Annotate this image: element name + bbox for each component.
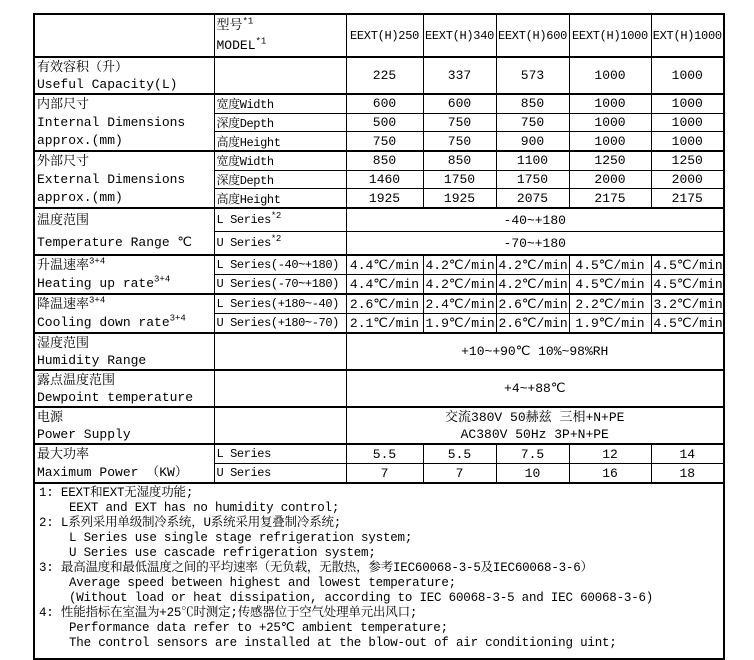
model-column-header: EEXT(H)250 bbox=[346, 14, 423, 57]
footnote-marker: 3+4 bbox=[169, 313, 186, 324]
sub-label-cell: 深度Depth bbox=[214, 113, 346, 132]
value-cell: 4.4℃/min bbox=[346, 255, 423, 275]
value-cell: 5.5 bbox=[423, 444, 496, 464]
sub-label-cell: 高度Height bbox=[214, 189, 346, 208]
heating-label-cn bbox=[37, 257, 212, 275]
series-label-cell: U Series(+180~-70) bbox=[214, 314, 346, 334]
value-cell: 1750 bbox=[423, 170, 496, 189]
value-cell: 4.2℃/min bbox=[496, 275, 569, 295]
series-label: U Series bbox=[216, 236, 271, 250]
temp-range-label-cell bbox=[34, 208, 214, 255]
row-dewpoint bbox=[34, 370, 724, 407]
value-cell: 1000 bbox=[651, 113, 724, 132]
row-heating-l bbox=[34, 255, 724, 275]
internal-label-note: approx.(mm) bbox=[37, 133, 123, 148]
humidity-label-cell bbox=[34, 333, 214, 370]
footnote-marker: 3+4 bbox=[89, 295, 106, 306]
value-cell: 4.2℃/min bbox=[496, 255, 569, 275]
capacity-label-en: Useful Capacity(L) bbox=[37, 77, 178, 92]
dewpoint-label-en: Dewpoint temperature bbox=[37, 390, 194, 405]
value-cell: 850 bbox=[423, 151, 496, 170]
cooling-label-en bbox=[37, 314, 212, 332]
model-column-header: EEXT(H)340 bbox=[423, 14, 496, 57]
value-cell: 1000 bbox=[569, 57, 651, 94]
value-cell: 750 bbox=[423, 132, 496, 151]
value-cell: 7 bbox=[346, 464, 423, 484]
footnote-line: U Series use cascade refrigeration system; bbox=[69, 546, 376, 560]
row-humidity bbox=[34, 333, 724, 370]
max-power-label-en: Maximum Power （KW） bbox=[37, 465, 188, 480]
heating-label-en bbox=[37, 275, 212, 293]
model-column-header: EEXT(H)600 bbox=[496, 14, 569, 57]
merged-value-cell: -70~+180 bbox=[346, 232, 724, 256]
value-cell: 2.4℃/min bbox=[423, 294, 496, 314]
footnote-marker: 3+4 bbox=[89, 256, 106, 267]
model-label-en: MODEL bbox=[216, 38, 256, 53]
external-label-cn: 外部尺寸 bbox=[37, 154, 90, 169]
cooling-cn-text: 降温速率 bbox=[37, 297, 90, 312]
value-cell: 16 bbox=[569, 464, 651, 484]
footnote-line: 3: 最高温度和最低温度之间的平均速率（无负载，无散热，参考IEC60068-3-5及IEC60068-3-6） bbox=[39, 561, 593, 575]
model-column-header: EXT(H)1000 bbox=[651, 14, 724, 57]
value-cell: 337 bbox=[423, 57, 496, 94]
series-label-cell: U Series(-70~+180) bbox=[214, 275, 346, 295]
value-cell: 7.5 bbox=[496, 444, 569, 464]
footnote-line: Performance data refer to +25℃ ambient temperature; bbox=[69, 621, 448, 635]
footnotes-cell bbox=[34, 483, 724, 659]
value-cell: 4.4℃/min bbox=[346, 275, 423, 295]
series-label-cell bbox=[214, 208, 346, 232]
value-cell: 1000 bbox=[569, 94, 651, 113]
series-label-cell: L Series bbox=[214, 444, 346, 464]
value-cell: 2.2℃/min bbox=[569, 294, 651, 314]
value-cell: 2.6℃/min bbox=[496, 314, 569, 334]
series-label: L Series bbox=[216, 213, 271, 227]
row-capacity bbox=[34, 57, 724, 94]
model-header-cell bbox=[214, 14, 346, 57]
value-cell: 225 bbox=[346, 57, 423, 94]
value-cell: 14 bbox=[651, 444, 724, 464]
value-cell: 4.2℃/min bbox=[423, 255, 496, 275]
value-cell: 900 bbox=[496, 132, 569, 151]
sub-label-cell: 宽度Width bbox=[214, 94, 346, 113]
internal-dims-label-cell bbox=[34, 94, 214, 151]
cooling-label-cn bbox=[37, 296, 212, 314]
external-label-en: External Dimensions bbox=[37, 172, 186, 187]
value-cell: 2075 bbox=[496, 189, 569, 208]
value-cell: 2175 bbox=[569, 189, 651, 208]
heating-label-cell bbox=[34, 255, 214, 294]
footnote-line: (Without load or heat dissipation, according to IEC 60068-3-5 and IEC 60068-3-6) bbox=[69, 591, 654, 605]
value-cell: 600 bbox=[346, 94, 423, 113]
power-label-en: Power Supply bbox=[37, 427, 131, 442]
value-cell: 5.5 bbox=[346, 444, 423, 464]
row-external-width bbox=[34, 151, 724, 170]
value-cell: 2.1℃/min bbox=[346, 314, 423, 334]
sub-label-cell: 深度Depth bbox=[214, 170, 346, 189]
power-label-cn: 电源 bbox=[37, 410, 64, 425]
value-cell: 1250 bbox=[569, 151, 651, 170]
footnote-line: 1: EEXT和EXT无湿度功能; bbox=[39, 486, 194, 500]
value-cell: 4.5℃/min bbox=[651, 314, 724, 334]
value-cell: 2.6℃/min bbox=[496, 294, 569, 314]
dewpoint-label-cn: 露点温度范围 bbox=[37, 373, 116, 388]
power-value-en: AC380V 50Hz 3P+N+PE bbox=[460, 426, 609, 442]
value-cell: 1000 bbox=[569, 132, 651, 151]
series-label-cell: U Series bbox=[214, 464, 346, 484]
value-cell: 1750 bbox=[496, 170, 569, 189]
spec-table bbox=[33, 13, 725, 660]
row-power-supply bbox=[34, 407, 724, 444]
value-cell: 1925 bbox=[346, 189, 423, 208]
power-value-cn: 交流380V 50赫兹 三相+N+PE bbox=[445, 409, 625, 425]
merged-value-cell: -40~+180 bbox=[346, 208, 724, 232]
cooling-en-text: Cooling down rate bbox=[37, 315, 170, 330]
value-cell: 1.9℃/min bbox=[423, 314, 496, 334]
value-cell: 4.5℃/min bbox=[651, 255, 724, 275]
value-cell: 1000 bbox=[651, 57, 724, 94]
footnote-marker: *2 bbox=[270, 234, 281, 244]
value-cell: 2.6℃/min bbox=[346, 294, 423, 314]
temp-range-label-en: Temperature Range ℃ bbox=[37, 235, 193, 250]
value-cell: 2175 bbox=[651, 189, 724, 208]
row-max-power-l bbox=[34, 444, 724, 464]
value-cell: 1925 bbox=[423, 189, 496, 208]
value-cell: 1000 bbox=[569, 113, 651, 132]
value-cell: 2000 bbox=[651, 170, 724, 189]
max-power-label-cn: 最大功率 bbox=[37, 447, 90, 462]
series-label-cell bbox=[214, 232, 346, 256]
max-power-label-cell bbox=[34, 444, 214, 483]
internal-label-en: Internal Dimensions bbox=[37, 115, 186, 130]
external-dims-label-cell bbox=[34, 151, 214, 208]
value-cell: 600 bbox=[423, 94, 496, 113]
heating-cn-text: 升温速率 bbox=[37, 258, 90, 273]
capacity-label-cell bbox=[34, 57, 214, 94]
power-label-cell bbox=[34, 407, 214, 444]
row-cooling-l bbox=[34, 294, 724, 314]
cooling-label-cell bbox=[34, 294, 214, 333]
value-cell: 4.5℃/min bbox=[651, 275, 724, 295]
value-cell: 573 bbox=[496, 57, 569, 94]
humidity-label-en: Humidity Range bbox=[37, 353, 147, 368]
series-label-cell: L Series(-40~+180) bbox=[214, 255, 346, 275]
model-label: 型号 bbox=[216, 18, 243, 33]
value-cell: 850 bbox=[346, 151, 423, 170]
value-cell: 10 bbox=[496, 464, 569, 484]
value-cell: 7 bbox=[423, 464, 496, 484]
value-cell: 1250 bbox=[651, 151, 724, 170]
value-cell: 850 bbox=[496, 94, 569, 113]
footnote-line: L Series use single stage refrigeration system; bbox=[69, 531, 413, 545]
sub-label-cell: 高度Height bbox=[214, 132, 346, 151]
footnote-line: 2: L系列采用单级制冷系统，U系统采用复叠制冷系统; bbox=[39, 516, 342, 530]
merged-value-cell bbox=[346, 407, 724, 444]
value-cell: 12 bbox=[569, 444, 651, 464]
value-cell: 18 bbox=[651, 464, 724, 484]
value-cell: 4.5℃/min bbox=[569, 255, 651, 275]
value-cell: 1460 bbox=[346, 170, 423, 189]
value-cell: 2000 bbox=[569, 170, 651, 189]
value-cell: 4.2℃/min bbox=[423, 275, 496, 295]
footnote-marker: *1 bbox=[242, 16, 254, 27]
footnote-marker: 3+4 bbox=[154, 274, 171, 285]
merged-value-cell: +4~+88℃ bbox=[346, 370, 724, 407]
row-temp-range-l bbox=[34, 208, 724, 232]
merged-value-cell: +10~+90℃ 10%~98%RH bbox=[346, 333, 724, 370]
footnote-line: Average speed between highest and lowest temperature; bbox=[69, 576, 456, 590]
capacity-label-cn: 有效容积（升） bbox=[37, 60, 129, 75]
row-internal-width bbox=[34, 94, 724, 113]
value-cell: 500 bbox=[346, 113, 423, 132]
empty-sublabel-cell bbox=[214, 407, 346, 444]
value-cell: 1100 bbox=[496, 151, 569, 170]
footnote-marker: *1 bbox=[255, 36, 267, 47]
model-column-header: EEXT(H)1000 bbox=[569, 14, 651, 57]
footnote-line: The control sensors are installed at the blow-out of air conditioning uint; bbox=[69, 636, 617, 650]
footnote-line: 4: 性能指标在室温为+25℃时测定;传感器位于空气处理单元出风口; bbox=[39, 606, 418, 620]
value-cell: 1000 bbox=[651, 132, 724, 151]
series-label-cell: L Series(+180~-40) bbox=[214, 294, 346, 314]
value-cell: 750 bbox=[423, 113, 496, 132]
value-cell: 3.2℃/min bbox=[651, 294, 724, 314]
dewpoint-label-cell bbox=[34, 370, 214, 407]
empty-sublabel-cell bbox=[214, 333, 346, 370]
external-label-note: approx.(mm) bbox=[37, 190, 123, 205]
footnote-line: EEXT and EXT has no humidity control; bbox=[69, 501, 340, 515]
value-cell: 750 bbox=[346, 132, 423, 151]
value-cell: 4.5℃/min bbox=[569, 275, 651, 295]
value-cell: 1000 bbox=[651, 94, 724, 113]
model-header-en bbox=[217, 36, 344, 56]
empty-sublabel-cell bbox=[214, 57, 346, 94]
heating-en-text: Heating up rate bbox=[37, 276, 155, 291]
value-cell: 1.9℃/min bbox=[569, 314, 651, 334]
internal-label-cn: 内部尺寸 bbox=[37, 97, 90, 112]
humidity-label-cn: 湿度范围 bbox=[37, 336, 90, 351]
footnote-marker: *2 bbox=[270, 211, 281, 221]
empty-corner-cell bbox=[34, 14, 214, 57]
temp-range-label-cn: 温度范围 bbox=[37, 213, 90, 228]
empty-sublabel-cell bbox=[214, 370, 346, 407]
sub-label-cell: 宽度Width bbox=[214, 151, 346, 170]
row-footnotes bbox=[34, 483, 724, 659]
value-cell: 750 bbox=[496, 113, 569, 132]
model-header-cn bbox=[217, 16, 344, 36]
table-header-row bbox=[34, 14, 724, 57]
